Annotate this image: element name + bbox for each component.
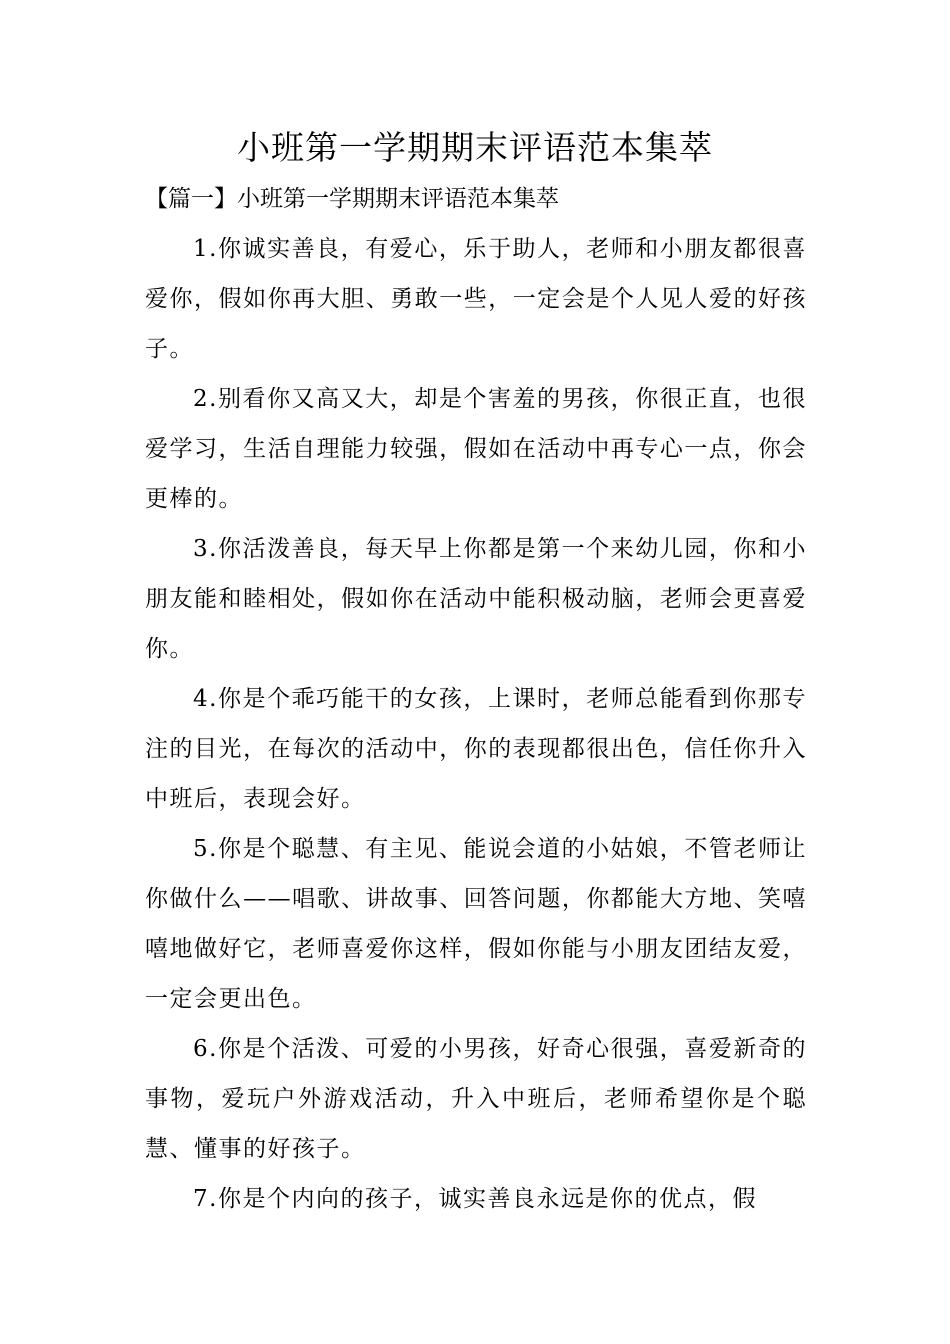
paragraph-6: 6.你是个活泼、可爱的小男孩，好奇心很强，喜爱新奇的事物，爱玩户外游戏活动，升入中班后，老师希望你是个聪慧、懂事的好孩子。 [145, 1036, 807, 1162]
paragraph-5: 5.你是个聪慧、有主见、能说会道的小姑娘，不管老师让你做什么——唱歌、讲故事、回答问题，你都能大方地、笑嘻嘻地做好它，老师喜爱你这样，假如你能与小朋友团结友爱，一定会更出色。 [145, 836, 807, 1012]
paragraph-7: 7.你是个内向的孩子，诚实善良永远是你的优点，假 [193, 1186, 757, 1212]
page-title: 小班第一学期期末评语范本集萃 [237, 128, 713, 167]
body-text [145, 224, 807, 1224]
section-heading: 【篇一】小班第一学期期末评语范本集萃 [145, 186, 559, 212]
paragraph-4: 4.你是个乖巧能干的女孩，上课时，老师总能看到你那专注的目光，在每次的活动中，你的表现都很出色，信任你升入中班后，表现会好。 [145, 686, 807, 812]
paragraph-2: 2.别看你又高又大，却是个害羞的男孩，你很正直，也很爱学习，生活自理能力较强，假如在活动中再专心一点，你会更棒的。 [145, 386, 807, 512]
paragraph-1: 1.你诚实善良，有爱心，乐于助人，老师和小朋友都很喜爱你，假如你再大胆、勇敢一些，一定会是个人见人爱的好孩子。 [145, 236, 807, 362]
paragraph-3: 3.你活泼善良，每天早上你都是第一个来幼儿园，你和小朋友能和睦相处，假如你在活动中能积极动脑，老师会更喜爱你。 [145, 536, 807, 662]
